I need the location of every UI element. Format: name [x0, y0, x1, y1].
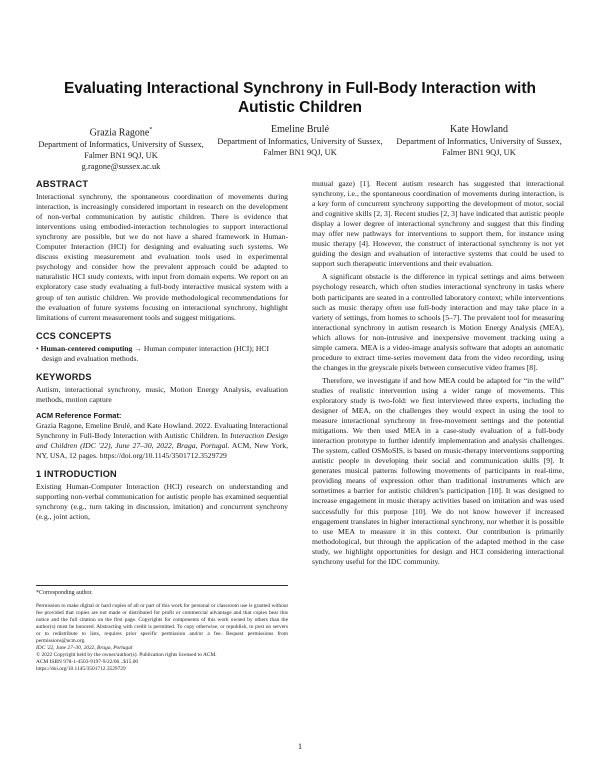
author-3: [394, 124, 564, 172]
copyright-line: © 2022 Copyright held by the owner/author(s). Publication rights licensed to ACM.: [36, 652, 217, 659]
corresponding-mark: *: [149, 127, 153, 133]
doi-link[interactable]: https://doi.org/10.1145/3501712.3529729: [36, 666, 126, 673]
author-affiliation: Department of Informatics, University of Sussex, Falmer BN1 9QJ, UK: [396, 137, 562, 157]
intro-paragraph-1-start: Existing Human-Computer Interaction (HCI) research on understanding and supporting non-verbal communication for autistic people has examined sequential synchrony (e.g., turn taking in discussion, imitation) and concurrent synchrony (e.g., joint action,: [36, 482, 288, 522]
permission-notice: Permission to make digital or hard copies of all or part of this work for personal or classroom use is granted without fee provided that copies are not made or distributed for profit or commercial advantage and that copies bear this notice and the full citation on the first page. Copyrights for components of this work owned by others than the author(s) must be honored. Abstracting with credit is permitted. To copy otherwise, or republish, to post on servers or to redistribute to lists, requires prior specific permission and/or a fee. Request permissions from permissions@acm.org.: [36, 603, 288, 645]
acm-reference-venue: Interaction Design and Children (IDC '22), June 27–30, 2022, Braga, Portugal.: [36, 431, 288, 451]
acm-reference-authors: Grazia Ragone, Emeline Brulé, and Kate Howland. 2022. Evaluating Interactional Synchrony in Full-Body Interaction with Autistic Children. In: [36, 420, 288, 441]
intro-paragraph-2: A significant obstacle is the difference in typical settings and aims between psychology research, which often studies interactional synchrony in tasks where both participants are seated in a controlled laboratory context; while interventions such as music therapy often use full-body interaction and may take place in a variety of settings, from homes to schools [5–7]. The prevalent tool for measuring interactional synchrony in autism research is Motion Energy Analysis (MEA), which allows for non-intrusive and inexpensive movement tracking using a simple camera. MEA is a video-image analysis software that adopts an automatic procedure to extract time-series movement data from the video recording, using the changes in the greyscale pixels between consecutive video frames [8].: [312, 272, 564, 372]
acm-reference-heading: ACM Reference Format:: [36, 410, 122, 420]
intro-paragraph-3: Therefore, we investigate if and how MEA could be adapted for “in the wild” studies of realistic intervention using a wider range of movements. This exploratory study is two-fold: we first interviewed three experts, including the designer of MEA, on the challenges they would expect in using the tool to measure interactional synchrony in free-movement settings and the potential mitigations. We then used MEA in a case-study evaluation of a full-body interaction prototype to further identify implementation and analysis challenges. The system, called OSMoSIS, is based on music-therapy interventions supporting autistic people in developing their social and communication skills [9]. It generates musical patterns following movements of participants in real-time, providing means of expression other than traditional instruments which are sometimes a barrier for autistic children’s participation [10]. It was designed to increase engagement in music therapy activities based on imitation and was used successfully for this purpose [10]. We do not know however if increased engagement translates in higher interactional synchrony, nor whether it is possible to use MEA to measure it in this context. Our contribution is primarily methodological, but through the application of the adapted method in the case study, we highlight opportunities for design and HCI considering interactional synchrony useful for the IDC community.: [312, 375, 564, 566]
keywords-heading: KEYWORDS: [36, 371, 92, 382]
author-affiliation: Department of Informatics, University of Sussex, Falmer BN1 9QJ, UK: [217, 137, 383, 157]
author-block: [36, 124, 564, 172]
footnote-area: [36, 585, 288, 673]
right-column: [312, 179, 564, 567]
ccs-list: [36, 344, 288, 364]
author-name: Grazia Ragone: [89, 127, 150, 139]
author-name: Emeline Brulé: [270, 124, 330, 135]
ccs-heading: CCS CONCEPTS: [36, 330, 112, 341]
intro-paragraph-1-cont: mutual gaze) [1]. Recent autism research has suggested that interactional synchrony, i.e., the spontaneous coordination of movements during interaction, is a key form of concurrent synchrony supporting the development of motor, social and cognitive skills [2, 3]. Recent studies [2, 3] have indicated that autistic people display a lower degree of interactional synchrony and suggest that this finding may offer new pathways for interventions to support them, for instance using music therapy [4]. However, the construct of interactional synchrony is not yet guiding the design and evaluation of interactive systems that could be used to support such therapeutic interventions and their evaluation.: [312, 179, 564, 269]
acm-reference-doi[interactable]: ACM, New York, NY, USA, 12 pages. https://doi.org/10.1145/3501712.3529729: [36, 441, 288, 461]
author-2: [215, 124, 385, 172]
ccs-concept: Human-centered computing: [40, 343, 133, 353]
author-email[interactable]: g.ragone@sussex.ac.uk: [81, 161, 161, 171]
acm-reference-text: [36, 421, 288, 461]
abstract-heading: ABSTRACT: [36, 179, 89, 189]
corresponding-author-footnote: *Corresponding author.: [36, 590, 93, 596]
keywords-text: Autism, interactional synchrony, music, Motion Energy Analysis, evaluation methods, motion capture: [36, 384, 288, 404]
left-column: [36, 179, 288, 522]
ccs-arrow: →: [134, 343, 142, 353]
author-1: [36, 124, 206, 172]
page-number: 1: [297, 741, 303, 751]
ccs-bullet: •: [36, 343, 39, 353]
author-name: Kate Howland: [449, 124, 509, 135]
ccs-item: [36, 344, 288, 364]
author-affiliation: Department of Informatics, University of Sussex, Falmer BN1 9QJ, UK: [38, 140, 204, 160]
conference-name: IDC '22, June 27–30, 2022, Braga, Portugal: [36, 645, 133, 652]
abstract-text: Interactional synchrony, the spontaneous coordination of movements during interaction, is increasingly considered important in research on the development of non-verbal communication by autistic children. There is evidence that interventions using embodied-interaction technologies to support interactional synchrony are possible, but we do not have a shared framework in Human-Computer Interaction (HCI) for designing and evaluating such systems. We discuss existing measurement and evaluation tools used in experimental psychology and consider how the prevalent approach could be adapted to naturalistic HCI study contexts, with input from domain experts. We report on an exploratory case study evaluating a full-body interactive musical system with a group of ten autistic children. We provide methodological recommendations for the evaluation of future systems focusing on interactional synchrony, highlight limitations of current measurement tools and suggest mitigations.: [36, 192, 288, 322]
ccs-subconcepts: Human computer interaction (HCI); HCI design and evaluation methods.: [42, 343, 270, 363]
paper-title: Evaluating Interactional Synchrony in Full-Body Interaction with Autistic Children: [64, 80, 536, 116]
introduction-heading: 1 INTRODUCTION: [36, 469, 117, 480]
isbn-line: ACM ISBN 978-1-4503-9197-9/22/06...$15.00: [36, 659, 139, 666]
